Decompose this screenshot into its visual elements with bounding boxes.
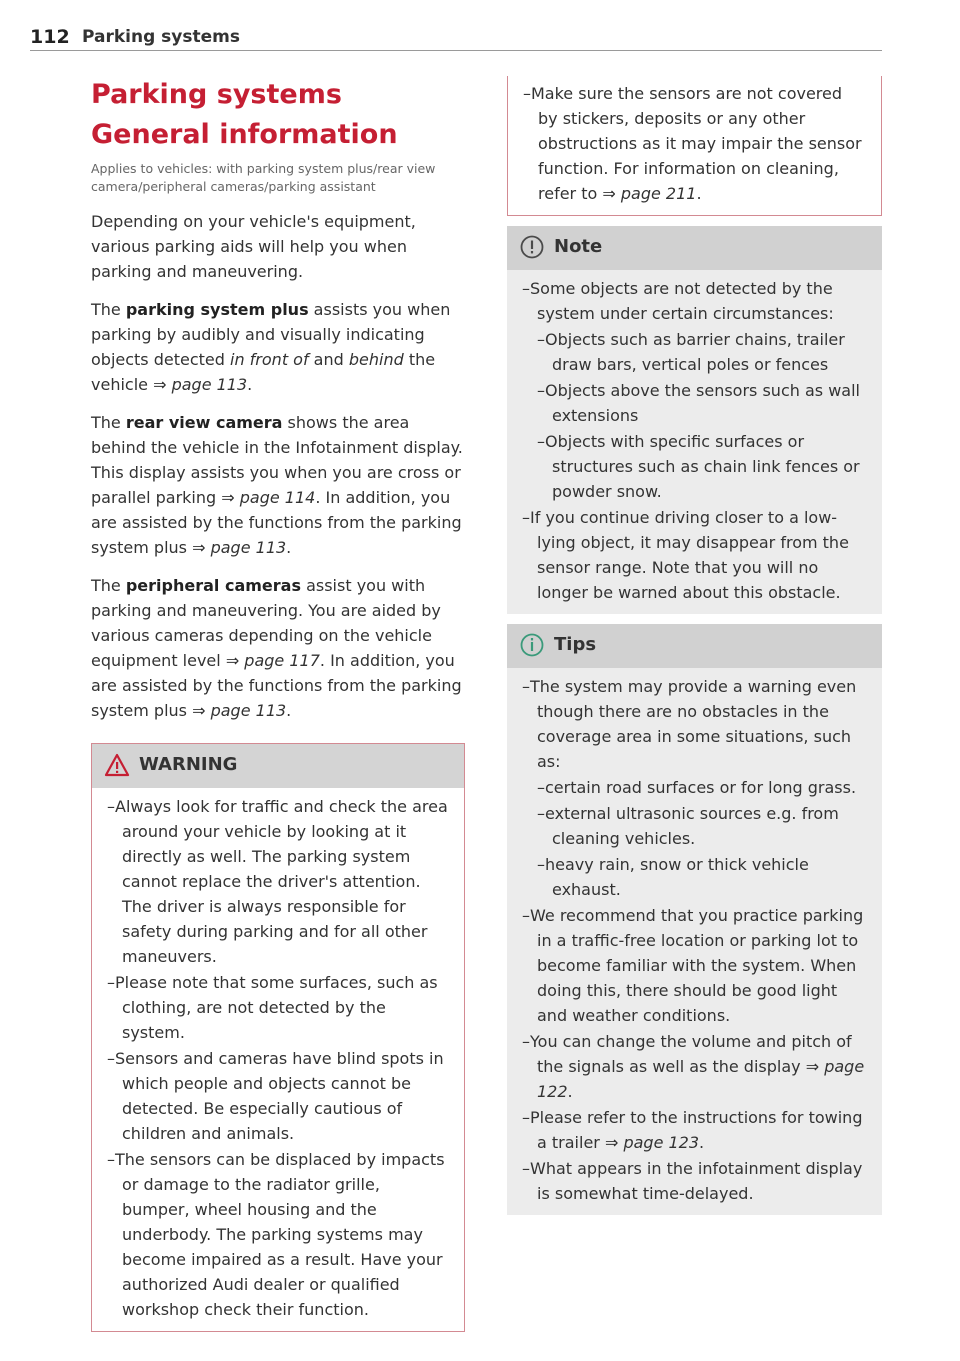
list-item: – Please refer to the instructions for towing a trailer ⇒ page 123. [522, 1105, 866, 1155]
list-item: – Sensors and cameras have blind spots in which people and objects cannot be detected. Be especially cautious of children and animals. [107, 1046, 448, 1146]
tips-label: Tips [554, 634, 597, 655]
list-item: – Some objects are not detected by the system under certain circumstances: [522, 276, 866, 326]
term-parking-system-plus: parking system plus [125, 300, 309, 319]
list-item: – Objects above the sensors such as wall extensions [522, 378, 866, 428]
warning-header [92, 744, 464, 788]
left-column [91, 78, 465, 1332]
tips-header [507, 624, 882, 668]
warning-triangle-icon [104, 752, 130, 778]
warning-box [91, 743, 465, 1332]
list-item: – certain road surfaces or for long grass. [522, 775, 866, 800]
list-item: – Always look for traffic and check the area around your vehicle by looking at it directly as well. The parking system cannot replace the driver's attention. The driver is always responsible for safety during parking and for all other maneuvers. [107, 794, 448, 969]
page-ref-link[interactable]: ⇒ page 211 [602, 184, 697, 203]
note-label: Note [554, 236, 603, 257]
rear-view-camera-paragraph: The rear view camera shows the area behind the vehicle in the Infotainment display. This display assists you when you are cross or parallel parking ⇒ page 114. In addition, you are assisted by the functions from the parking system plus ⇒ page 113. [91, 413, 463, 557]
warning-continuation-box [507, 76, 882, 216]
page-ref-link[interactable]: ⇒ page 122 [537, 1057, 865, 1101]
list-item: – Objects such as barrier chains, trailer draw bars, vertical poles or fences [522, 327, 866, 377]
parking-system-plus-paragraph: The parking system plus assists you when parking by audibly and visually indicating objects detected in front of and behind the vehicle ⇒ page 113. [91, 300, 451, 394]
list-item: – heavy rain, snow or thick vehicle exhaust. [522, 852, 866, 902]
exclamation-circle-icon [519, 234, 545, 260]
info-circle-icon [519, 632, 545, 658]
page-ref-link[interactable]: ⇒ page 114 [221, 488, 316, 507]
page-ref-link[interactable]: ⇒ page 113 [153, 375, 248, 394]
page-ref-link[interactable]: ⇒ page 123 [604, 1133, 700, 1152]
warning-label: WARNING [139, 754, 238, 775]
term-peripheral-cameras: peripheral cameras [125, 576, 301, 595]
list-item: – Make sure the sensors are not covered by stickers, deposits or any other obstructions as it may impair the sensor function. For information on cleaning, refer to ⇒ page 211. [523, 81, 865, 206]
list-item: – We recommend that you practice parking in a traffic-free location or parking lot to become familiar with the system. When doing this, there should be good light and weather conditions. [522, 903, 866, 1028]
tips-sublist [522, 775, 866, 902]
list-item: – The sensors can be displaced by impacts or damage to the radiator grille, bumper, wheel housing and the underbody. The parking systems may become impaired as a result. Have your authorized Audi dealer or qualified workshop check their function. [107, 1147, 448, 1322]
term-rear-view-camera: rear view camera [125, 413, 283, 432]
page-number: 112 [30, 26, 70, 48]
list-item: – You can change the volume and pitch of the signals as well as the display ⇒ page 122. [522, 1029, 866, 1104]
list-item: – external ultrasonic sources e.g. from cleaning vehicles. [522, 801, 866, 851]
warning-list [107, 794, 448, 1322]
list-item: – The system may provide a warning even though there are no obstacles in the coverage area in some situations, such as: [522, 674, 866, 774]
note-sublist [522, 327, 866, 504]
tips-list [522, 674, 866, 774]
page-header [30, 26, 882, 51]
page-ref-link[interactable]: ⇒ page 113 [192, 538, 287, 557]
list-item: – Please note that some surfaces, such as clothing, are not detected by the system. [107, 970, 448, 1045]
section-heading: Parking systems [91, 79, 342, 110]
note-list [522, 276, 866, 326]
list-item: – What appears in the infotainment display is somewhat time-delayed. [522, 1156, 866, 1206]
list-item: – Objects with specific surfaces or structures such as chain link fences or powder snow. [522, 429, 866, 504]
list-item: – If you continue driving closer to a low-lying object, it may disappear from the sensor range. Note that you will no longer be warned about this obstacle. [522, 505, 866, 605]
page-ref-link[interactable]: ⇒ page 113 [192, 701, 287, 720]
page-ref-link[interactable]: ⇒ page 117 [225, 651, 320, 670]
applies-to-note: Applies to vehicles: with parking system plus/rear view camera/peripheral cameras/parking assistant [91, 161, 436, 194]
intro-paragraph: Depending on your vehicle's equipment, various parking aids will help you when parking and maneuvering. [91, 212, 416, 281]
note-box [507, 226, 882, 614]
right-column [507, 76, 882, 1215]
note-header [507, 226, 882, 270]
peripheral-cameras-paragraph: The peripheral cameras assist you with parking and maneuvering. You are aided by various cameras depending on the vehicle equipment level ⇒ page 117. In addition, you are assisted by the functions from the parking system plus ⇒ page 113. [91, 576, 462, 720]
tips-box [507, 624, 882, 1215]
subsection-heading: General information [91, 119, 398, 150]
running-title: Parking systems [82, 27, 240, 47]
